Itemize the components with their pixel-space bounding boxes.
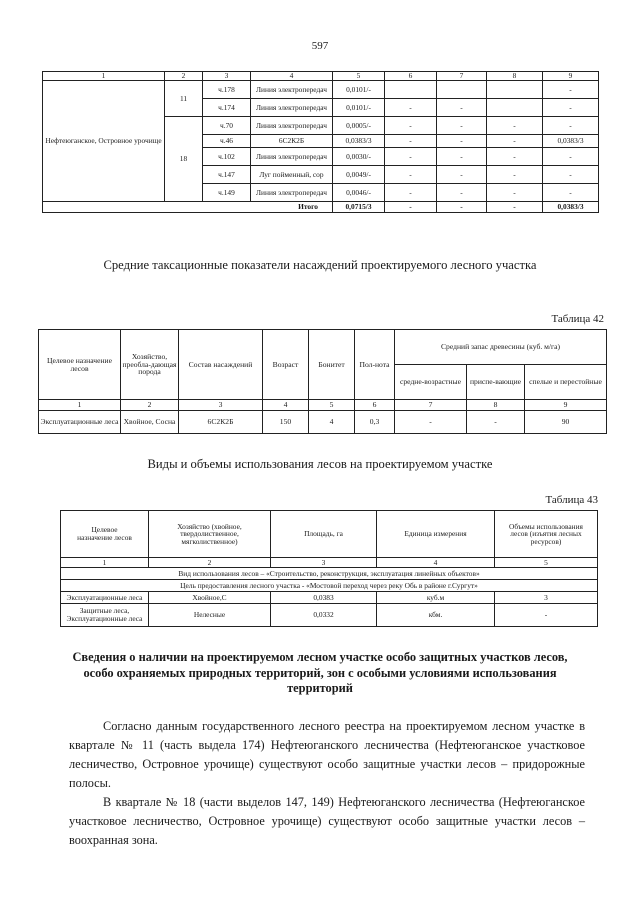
header-age: Возраст [263,330,309,400]
col-number: 5 [495,558,598,568]
volume-cell: - [495,604,598,627]
value-cell: - [487,184,543,202]
purpose-cell: Эксплуатационные леса [39,411,121,434]
desc-cell: Линия электропередач [251,117,333,135]
unit-cell: кбм. [377,604,495,627]
desc-cell: Линия электропередач [251,81,333,99]
col-number: 3 [203,72,251,81]
part-cell: ч.174 [203,99,251,117]
value-cell: - [543,184,599,202]
area-cell: 0,0383 [271,592,377,604]
value-cell: - [385,99,437,117]
density-cell: 0,3 [355,411,395,434]
part-cell: ч.147 [203,166,251,184]
bonitet-cell: 4 [309,411,355,434]
col-number: 8 [487,72,543,81]
area-cell: 0,0101/- [333,99,385,117]
col-number: 7 [437,72,487,81]
table-row [39,411,607,434]
header-farm: Хозяйство (хвойное, твердолиственное, мягколиственное) [149,511,271,558]
part-cell: ч.70 [203,117,251,135]
value-cell: - [487,148,543,166]
purpose-cell: Защитные леса, Эксплуатационные леса [61,604,149,627]
value-cell: - [385,135,437,148]
table-43-label: Таблица 43 [545,494,598,506]
header-bonitet: Бонитет [309,330,355,400]
col-number: 9 [543,72,599,81]
caption-forest-usage: Виды и объемы использования лесов на проектируемом участке [147,457,493,471]
value-cell: - [385,184,437,202]
page-number: 597 [311,40,329,52]
farm-cell: Хвойное,С [149,592,271,604]
section-heading: Сведения о наличии на проектируемом лесном участке особо защитных участков лесов, особо охраняемых природных территорий, зон с особыми условиями использования территорий [72,650,568,695]
table-42-label: Таблица 42 [551,313,604,325]
value-cell: - [543,166,599,184]
location-cell: Нефтеюганское, Островное урочище [43,81,165,202]
total-value: - [437,202,487,213]
part-cell: ч.149 [203,184,251,202]
forest-usage-table [60,510,598,627]
col-number: 6 [385,72,437,81]
stock-cell: 90 [525,411,607,434]
age-cell: 150 [263,411,309,434]
total-value: - [385,202,437,213]
area-cell: 0,0383/3 [333,135,385,148]
header-volume: Объемы использования лесов (изъятия лесных ресурсов) [495,511,598,558]
part-cell: ч.102 [203,148,251,166]
col-number: 3 [271,558,377,568]
total-label: Итого [43,202,333,213]
stand-indicators-table [38,329,607,434]
value-cell: - [437,99,487,117]
area-cell: 0,0005/- [333,117,385,135]
value-cell: - [543,81,599,99]
header-stock-ripening: приспе-вающие [467,365,525,400]
desc-cell: Линия электропередач [251,148,333,166]
value-cell: 0,0383/3 [543,135,599,148]
quarter-cell: 11 [165,81,203,117]
stock-cell: - [467,411,525,434]
value-cell: - [543,99,599,117]
header-stock-middle: средне-возрастные [395,365,467,400]
area-table [42,71,599,213]
total-area: 0,0715/3 [333,202,385,213]
usage-goal-cell: Цель предоставления лесного участка - «Мостовой переход через реку Обь в районе г.Сургут» [61,580,598,592]
farm-cell: Хвойное, Сосна [121,411,179,434]
total-value: 0,0383/3 [543,202,599,213]
col-number: 5 [309,400,355,411]
total-row [43,202,599,213]
table-header-row [61,511,598,558]
area-cell: 0,0030/- [333,148,385,166]
caption-stand-indicators: Средние таксационные показатели насаждений проектируемого лесного участка [103,258,537,272]
paragraph-roadside: Согласно данным государственного лесного реестра на проектируемом лесном участке в квартале № 11 (часть выдела 174) Нефтеюганского лесничества (Нефтеюганское участковое лесничество, Островное урочище) существуют особо защитные участки лесов – придорожные полосы. [69,719,585,790]
value-cell: - [543,117,599,135]
col-number: 8 [467,400,525,411]
table-header-row [39,330,607,365]
usage-type-cell: Вид использования лесов – «Строительство, реконструкция, эксплуатация линейных объектов» [61,568,598,580]
table-header-row [43,72,599,81]
usage-type-row [61,568,598,580]
col-number: 4 [263,400,309,411]
composition-cell: 6С2К2Б [179,411,263,434]
volume-cell: 3 [495,592,598,604]
table-number-row [61,558,598,568]
col-number: 6 [355,400,395,411]
col-number: 2 [149,558,271,568]
header-stock: Средний запас древесины (куб. м/га) [395,330,607,365]
value-cell [437,81,487,99]
col-number: 2 [121,400,179,411]
area-cell: 0,0101/- [333,81,385,99]
value-cell: - [437,117,487,135]
desc-cell: Луг пойменный, сор [251,166,333,184]
desc-cell: Линия электропередач [251,184,333,202]
col-number: 4 [251,72,333,81]
area-cell: 0,0049/- [333,166,385,184]
header-farm: Хозяйство, преобла-дающая порода [121,330,179,400]
header-stock-mature: спелые и перестойные [525,365,607,400]
col-number: 4 [377,558,495,568]
desc-cell: Линия электропередач [251,99,333,117]
table-row [61,592,598,604]
usage-goal-row [61,580,598,592]
table-row [43,81,599,99]
total-value: - [487,202,543,213]
part-cell: ч.46 [203,135,251,148]
unit-cell: куб.м [377,592,495,604]
value-cell: - [437,166,487,184]
value-cell: - [385,117,437,135]
value-cell: - [487,135,543,148]
col-number: 9 [525,400,607,411]
stock-cell: - [395,411,467,434]
table-row [61,604,598,627]
value-cell: - [385,166,437,184]
area-cell: 0,0332 [271,604,377,627]
value-cell: - [487,166,543,184]
value-cell [487,99,543,117]
value-cell [385,81,437,99]
value-cell: - [437,148,487,166]
value-cell: - [437,184,487,202]
value-cell: - [543,148,599,166]
col-number: 7 [395,400,467,411]
header-purpose: Целевое назначение лесов [39,330,121,400]
col-number: 5 [333,72,385,81]
col-number: 1 [39,400,121,411]
col-number: 1 [43,72,165,81]
header-area: Площадь, га [271,511,377,558]
table-number-row [39,400,607,411]
desc-cell: 6С2К2Б [251,135,333,148]
header-purpose: Целевое назначение лесов [61,511,149,558]
col-number: 2 [165,72,203,81]
farm-cell: Нелесные [149,604,271,627]
value-cell: - [437,135,487,148]
value-cell [487,81,543,99]
col-number: 3 [179,400,263,411]
header-density: Пол-нота [355,330,395,400]
header-composition: Состав насаждений [179,330,263,400]
quarter-cell: 18 [165,117,203,202]
value-cell: - [385,148,437,166]
col-number: 1 [61,558,149,568]
value-cell: - [487,117,543,135]
area-cell: 0,0046/- [333,184,385,202]
purpose-cell: Эксплуатационные леса [61,592,149,604]
header-unit: Единица измерения [377,511,495,558]
part-cell: ч.178 [203,81,251,99]
paragraph-water-zone: В квартале № 18 (части выделов 147, 149) Нефтеюганского лесничества (Нефтеюганское участковое лесничество, Островное урочище) существуют особо защитные участки лесов – воохранная зона. [69,795,585,847]
